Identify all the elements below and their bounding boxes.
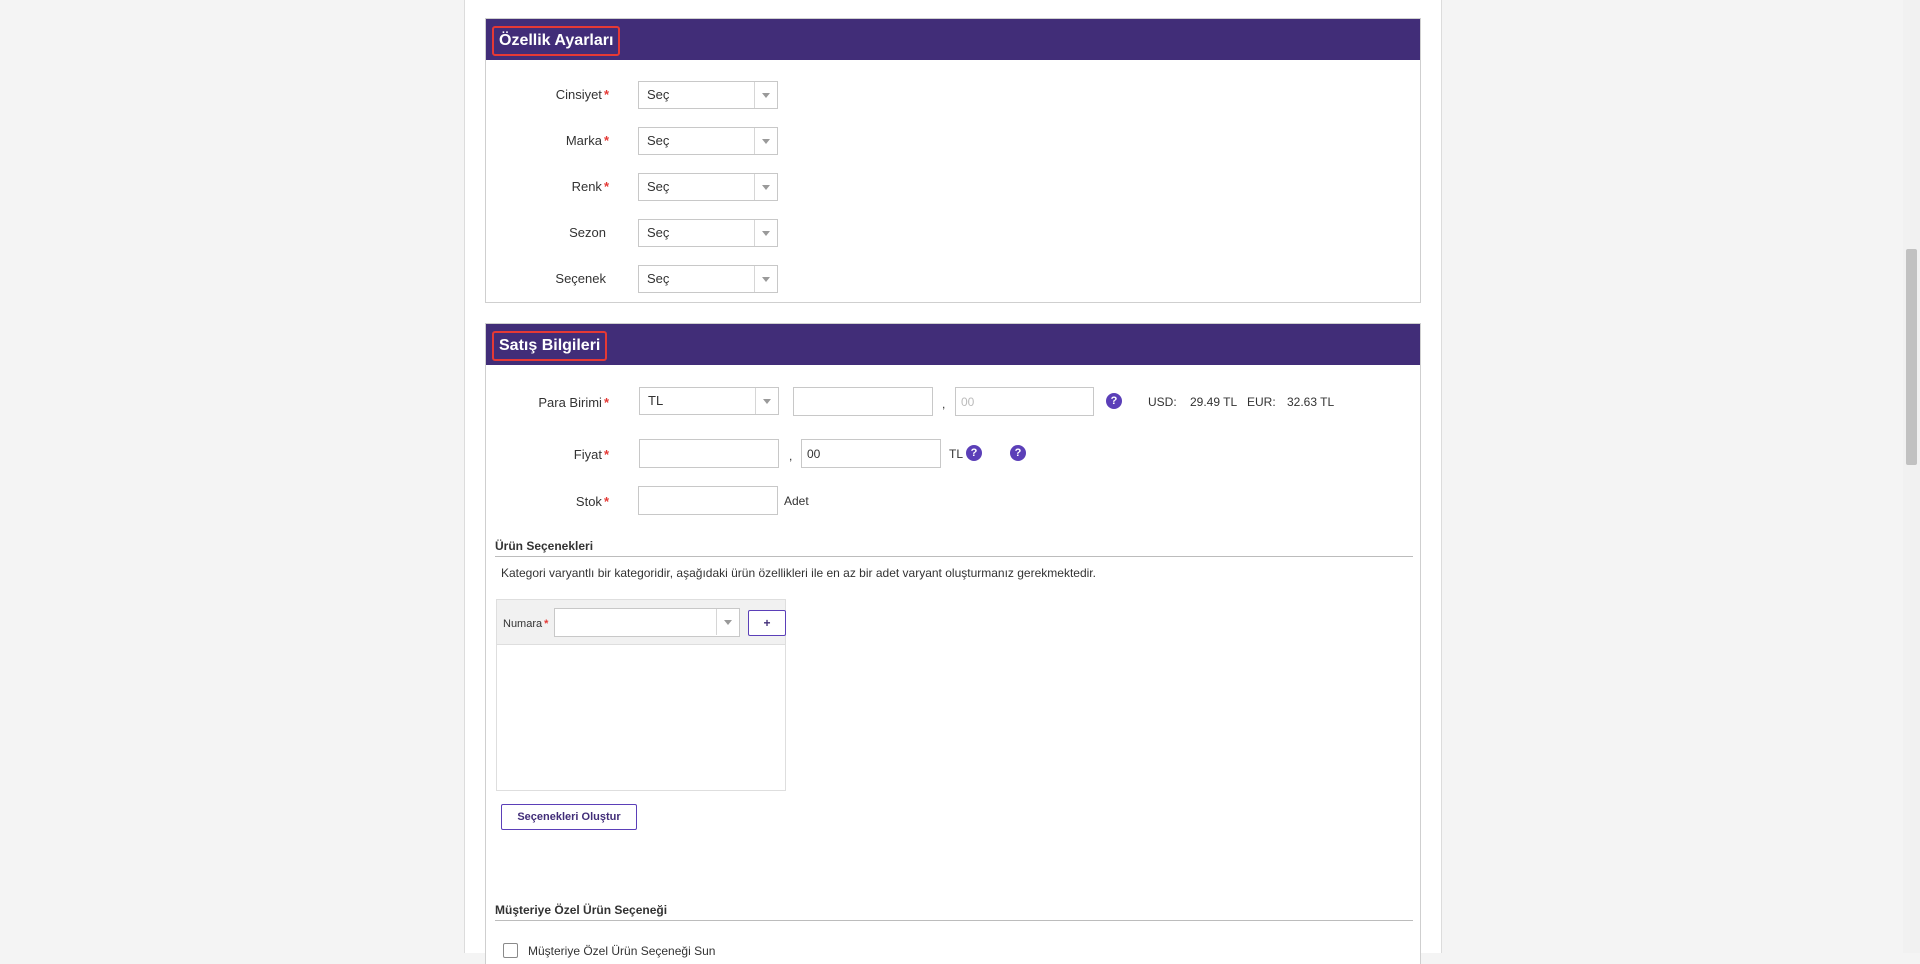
stock-unit-label: Adet xyxy=(784,494,809,508)
field-label-renk: Renk xyxy=(571,179,602,194)
price-decimal-input[interactable] xyxy=(801,439,941,468)
help-icon[interactable]: ? xyxy=(1010,445,1026,461)
required-marker: * xyxy=(603,447,609,462)
page-container xyxy=(464,0,1442,958)
field-label-sezon: Sezon xyxy=(569,225,606,240)
currency-select-value: TL xyxy=(648,393,664,408)
stock-input[interactable] xyxy=(638,486,778,515)
field-row-secenek xyxy=(486,264,786,294)
variant-builder xyxy=(496,599,786,791)
field-label-secenek: Seçenek xyxy=(555,271,606,286)
sales-panel-header xyxy=(486,324,1420,365)
price-amount-input[interactable] xyxy=(639,439,779,468)
custom-option-title: Müşteriye Özel Ürün Seçeneği xyxy=(495,903,1413,921)
attributes-panel xyxy=(485,18,1421,303)
field-row-cinsiyet xyxy=(486,80,786,110)
chevron-down-icon xyxy=(754,266,777,292)
required-marker: * xyxy=(603,133,609,148)
renk-select-value: Seç xyxy=(647,179,670,194)
currency-decimal-input[interactable] xyxy=(955,387,1094,416)
decimal-separator: , xyxy=(789,449,793,463)
vertical-scrollbar[interactable] xyxy=(1903,0,1920,953)
required-marker: * xyxy=(603,179,609,194)
price-currency-label: TL xyxy=(949,447,964,461)
field-row-marka xyxy=(486,126,786,156)
variant-builder-header xyxy=(497,600,785,645)
chevron-down-icon xyxy=(716,609,739,635)
numara-label: Numara xyxy=(503,618,543,630)
chevron-down-icon xyxy=(754,174,777,200)
decimal-separator: , xyxy=(942,397,946,411)
field-label-marka: Marka xyxy=(565,133,602,148)
create-options-button[interactable]: Seçenekleri Oluştur xyxy=(501,804,637,830)
sezon-select[interactable] xyxy=(638,219,778,247)
eur-label: EUR: xyxy=(1247,395,1276,409)
required-marker: * xyxy=(603,87,609,102)
stok-label: Stok xyxy=(575,494,602,509)
sales-panel xyxy=(485,323,1421,964)
help-icon[interactable]: ? xyxy=(966,445,982,461)
cinsiyet-select[interactable] xyxy=(638,81,778,109)
secenek-select-value: Seç xyxy=(647,271,670,286)
chevron-down-icon xyxy=(754,220,777,246)
attributes-panel-header xyxy=(486,19,1420,60)
scrollbar-thumb[interactable] xyxy=(1906,249,1917,465)
custom-option-checkbox-label: Müşteriye Özel Ürün Seçeneği Sun xyxy=(528,944,716,958)
field-label-cinsiyet: Cinsiyet xyxy=(555,87,602,102)
attributes-panel-title: Özellik Ayarları xyxy=(492,26,620,56)
variant-info-text: Kategori varyantlı bir kategoridir, aşağıdaki ürün özellikleri ile en az bir adet varyant oluşturmanız gerekmektedir. xyxy=(501,566,1096,580)
numara-select[interactable] xyxy=(554,608,740,637)
product-options-title: Ürün Seçenekleri xyxy=(495,539,1413,557)
add-variant-button[interactable]: + xyxy=(748,610,786,636)
required-marker: * xyxy=(603,395,609,410)
marka-select-value: Seç xyxy=(647,133,670,148)
usd-rate: 29.49 TL xyxy=(1190,395,1238,409)
cinsiyet-select-value: Seç xyxy=(647,87,670,102)
field-row-renk xyxy=(486,172,786,202)
field-row-sezon xyxy=(486,218,786,248)
chevron-down-icon xyxy=(754,128,777,154)
custom-option-checkbox[interactable] xyxy=(503,943,518,958)
help-icon[interactable]: ? xyxy=(1106,393,1122,409)
required-marker: * xyxy=(603,494,609,509)
secenek-select[interactable] xyxy=(638,265,778,293)
currency-select[interactable] xyxy=(639,387,779,415)
usd-label: USD: xyxy=(1148,395,1177,409)
para-birimi-label: Para Birimi xyxy=(538,395,602,410)
required-marker: * xyxy=(544,618,549,630)
marka-select[interactable] xyxy=(638,127,778,155)
eur-rate: 32.63 TL xyxy=(1287,395,1335,409)
fiyat-label: Fiyat xyxy=(573,447,602,462)
sales-panel-title: Satış Bilgileri xyxy=(492,331,607,361)
sezon-select-value: Seç xyxy=(647,225,670,240)
chevron-down-icon xyxy=(755,388,778,414)
chevron-down-icon xyxy=(754,82,777,108)
currency-amount-input[interactable] xyxy=(793,387,933,416)
renk-select[interactable] xyxy=(638,173,778,201)
